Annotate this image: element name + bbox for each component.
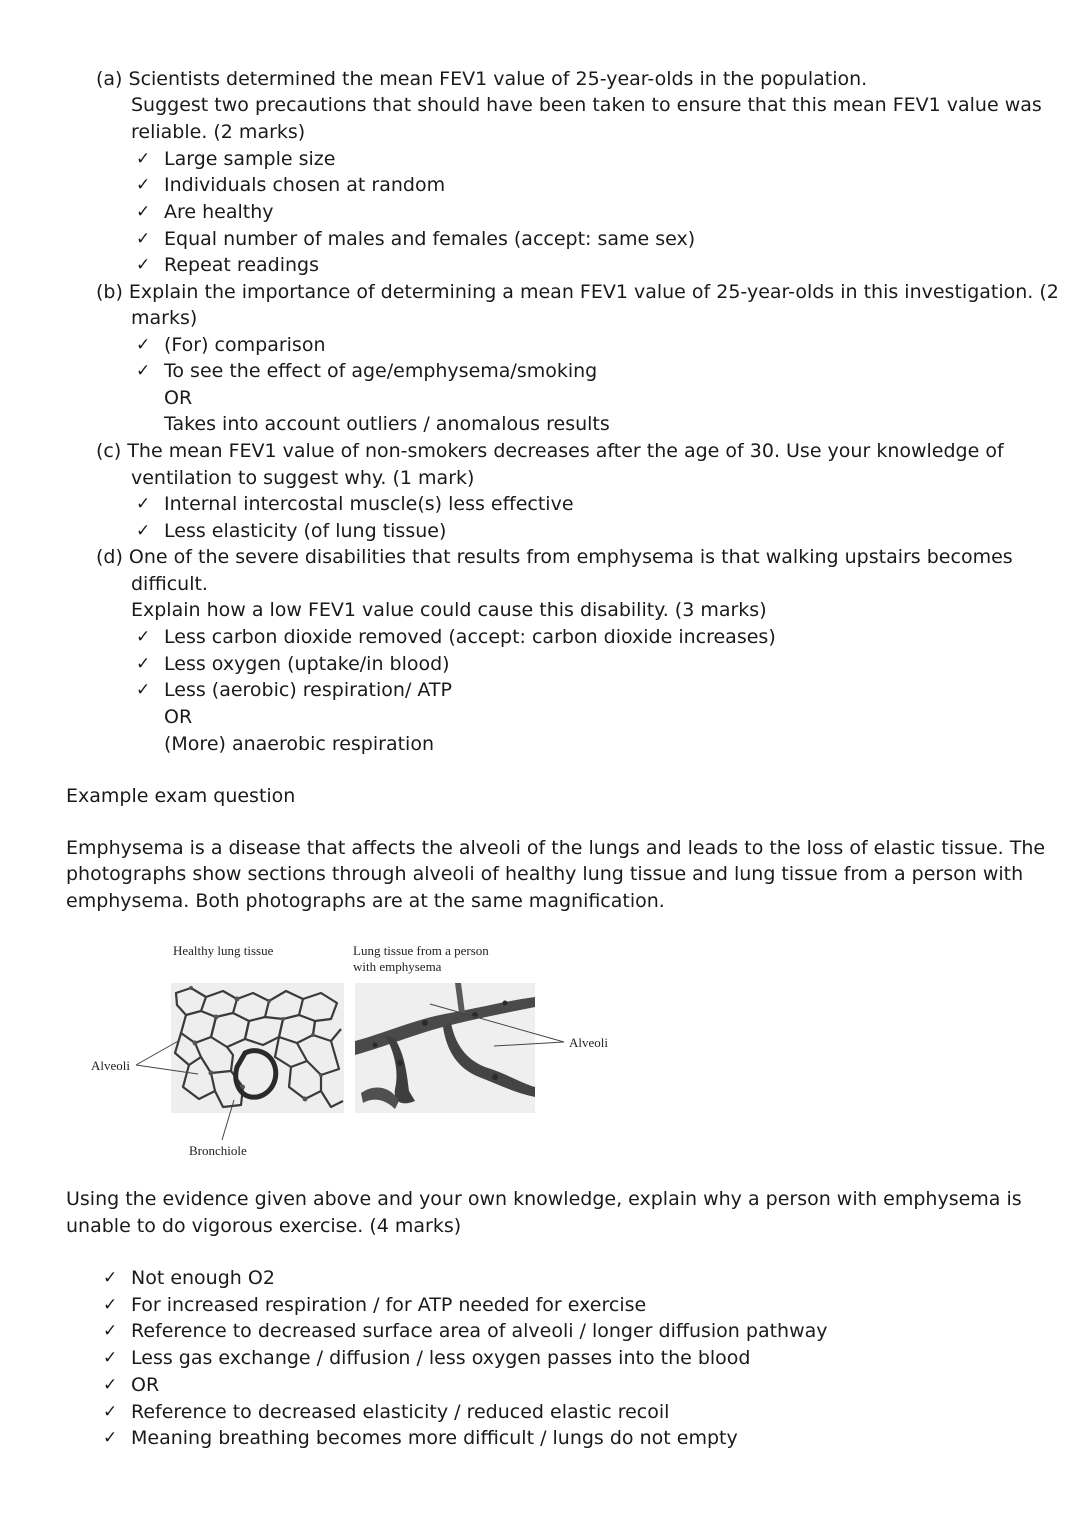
healthy-lung-photo (171, 983, 344, 1113)
question-d-line-2: difficult. (131, 573, 208, 595)
answer-b-alt: Takes into account outliers / anomalous results (164, 413, 610, 435)
check-icon: ✓ (136, 255, 151, 275)
check-icon: ✓ (103, 1428, 118, 1448)
question-d-line-3: Explain how a low FEV1 value could cause this disability. (3 marks) (131, 599, 767, 621)
answer-a-4: Equal number of males and females (accept: same sex) (164, 228, 696, 250)
final-answer-3: Reference to decreased surface area of alveoli / longer diffusion pathway (131, 1320, 828, 1342)
final-answer-1: Not enough O2 (131, 1267, 275, 1289)
alveoli-label-right: Alveoli (569, 1035, 608, 1050)
final-answer-or: OR (131, 1374, 160, 1396)
answer-a-2: Individuals chosen at random (164, 174, 446, 196)
check-icon: ✓ (103, 1295, 118, 1315)
bronchiole-label: Bronchiole (189, 1143, 247, 1158)
check-icon: ✓ (103, 1268, 118, 1288)
final-answer-5: Reference to decreased elasticity / reduced elastic recoil (131, 1401, 670, 1423)
answer-a-5: Repeat readings (164, 254, 319, 276)
check-icon: ✓ (136, 149, 151, 169)
answer-b-2: To see the effect of age/emphysema/smoking (164, 360, 598, 382)
final-question-line-1: Using the evidence given above and your own knowledge, explain why a person with emphysema is (66, 1188, 1022, 1210)
emphysema-label-line-1: Lung tissue from a person (353, 943, 489, 958)
answer-d-3: Less (aerobic) respiration/ ATP (164, 679, 452, 701)
check-icon: ✓ (136, 361, 151, 381)
question-b-line-1: (b) Explain the importance of determining a mean FEV1 value of 25-year-olds in this investigation. (2 (96, 281, 1059, 303)
question-c-line-1: (c) The mean FEV1 value of non-smokers decreases after the age of 30. Use your knowledge of (96, 440, 1004, 462)
check-icon: ✓ (136, 202, 151, 222)
check-icon: ✓ (136, 654, 151, 674)
answer-b-or: OR (164, 387, 193, 409)
question-a-line-3: reliable. (2 marks) (131, 121, 306, 143)
answer-d-1: Less carbon dioxide removed (accept: carbon dioxide increases) (164, 626, 776, 648)
check-icon: ✓ (103, 1402, 118, 1422)
final-answer-2: For increased respiration / for ATP needed for exercise (131, 1294, 647, 1316)
alveoli-label-left: Alveoli (91, 1058, 130, 1073)
answer-c-2: Less elasticity (of lung tissue) (164, 520, 447, 542)
check-icon: ✓ (103, 1348, 118, 1368)
emphysema-lung-photo (355, 983, 535, 1113)
example-intro-line-2: photographs show sections through alveoli of healthy lung tissue and lung tissue from a person with (66, 863, 1024, 885)
answer-b-1: (For) comparison (164, 334, 326, 356)
answer-c-1: Internal intercostal muscle(s) less effective (164, 493, 574, 515)
answer-d-or: OR (164, 706, 193, 728)
check-icon: ✓ (136, 175, 151, 195)
check-icon: ✓ (136, 229, 151, 249)
example-intro-line-3: emphysema. Both photographs are at the same magnification. (66, 890, 665, 912)
answer-d-2: Less oxygen (uptake/in blood) (164, 653, 450, 675)
example-intro-line-1: Emphysema is a disease that affects the alveoli of the lungs and leads to the loss of elastic tissue. The (66, 837, 1046, 859)
check-icon: ✓ (136, 680, 151, 700)
question-a-line-1: (a) Scientists determined the mean FEV1 value of 25-year-olds in the population. (96, 68, 868, 90)
question-d-line-1: (d) One of the severe disabilities that results from emphysema is that walking upstairs becomes (96, 546, 1013, 568)
answer-d-alt: (More) anaerobic respiration (164, 733, 434, 755)
final-answer-6: Meaning breathing becomes more difficult / lungs do not empty (131, 1427, 738, 1449)
check-icon: ✓ (103, 1375, 118, 1395)
emphysema-label-line-2: with emphysema (353, 959, 442, 974)
question-b-line-2: marks) (131, 307, 198, 329)
answer-a-3: Are healthy (164, 201, 274, 223)
check-icon: ✓ (136, 335, 151, 355)
check-icon: ✓ (103, 1321, 118, 1341)
final-question-line-2: unable to do vigorous exercise. (4 marks) (66, 1215, 462, 1237)
check-icon: ✓ (136, 494, 151, 514)
example-heading: Example exam question (66, 785, 296, 807)
final-answer-4: Less gas exchange / diffusion / less oxygen passes into the blood (131, 1347, 751, 1369)
healthy-label: Healthy lung tissue (173, 943, 274, 958)
question-c-line-2: ventilation to suggest why. (1 mark) (131, 467, 475, 489)
check-icon: ✓ (136, 627, 151, 647)
answer-a-1: Large sample size (164, 148, 336, 170)
question-a-line-2: Suggest two precautions that should have been taken to ensure that this mean FEV1 value was (131, 94, 1042, 116)
check-icon: ✓ (136, 521, 151, 541)
